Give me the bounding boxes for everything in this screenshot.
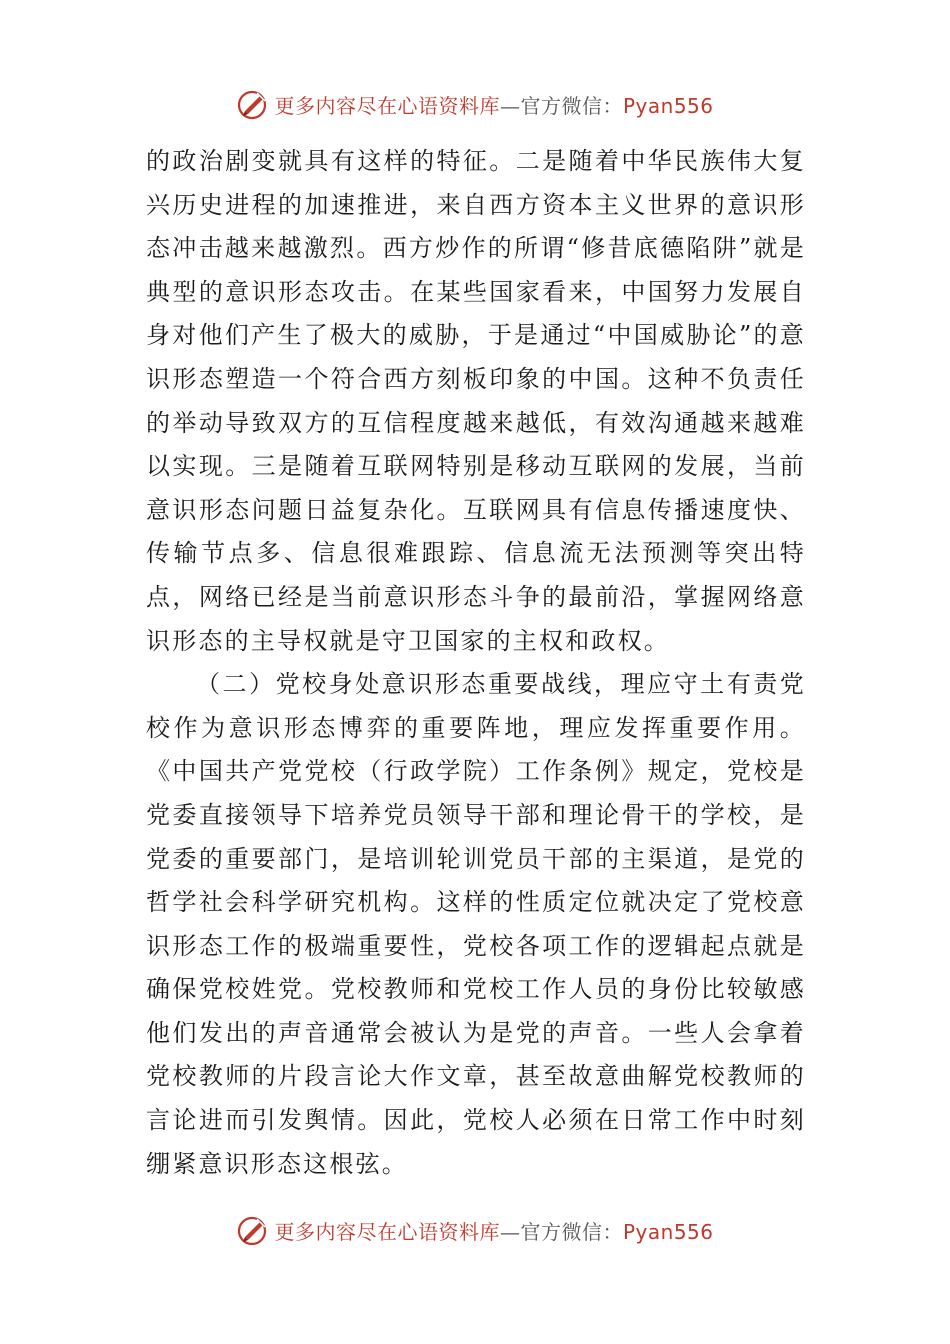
document-body — [146, 140, 806, 1186]
paragraph-2: （二）党校身处意识形态重要战线，理应守土有责党校作为意识形态博弈的重要阵地，理应发挥重要作用。《中国共产党党校（行政学院）工作条例》规定，党校是党委直接领导下培养党员领导干部和理论骨干的学校，是党委的重要部门，是培训轮训党员干部的主渠道，是党的哲学社会科学研究机构。这样的性质定位就决定了党校意识形态工作的极端重要性，党校各项工作的逻辑起点就是确保党校姓党。党校教师和党校工作人员的身份比较敏感他们发出的声音通常会被认为是党的声音。一些人会拿着党校教师的片段言论大作文章，甚至故意曲解党校教师的言论进而引发舆情。因此，党校人必须在日常工作中时刻绷紧意识形态这根弦。 — [146, 670, 806, 1178]
watermark-text: 更多内容尽在心语资料库—官方微信：Pyan556 — [274, 93, 714, 118]
pen-logo-icon — [236, 87, 270, 121]
footer-watermark — [0, 1210, 950, 1250]
paragraph-1: 的政治剧变就具有这样的特征。二是随着中华民族伟大复兴历史进程的加速推进，来自西方资本主义世界的意识形态冲击越来越激烈。西方炒作的所谓“修昔底德陷阱”就是典型的意识形态攻击。在某些国家看来，中国努力发展自身对他们产生了极大的威胁，于是通过“中国威胁论”的意识形态塑造一个符合西方刻板印象的中国。这种不负责任的举动导致双方的互信程度越来越低，有效沟通越来越难以实现。三是随着互联网特别是移动互联网的发展，当前意识形态问题日益复杂化。互联网具有信息传播速度快、传输节点多、信息很难跟踪、信息流无法预测等突出特点，网络已经是当前意识形态斗争的最前沿，掌握网络意识形态的主导权就是守卫国家的主权和政权。 — [146, 147, 806, 655]
pen-logo-icon — [236, 1213, 270, 1247]
watermark-text: 更多内容尽在心语资料库—官方微信：Pyan556 — [274, 1219, 714, 1244]
header-watermark — [0, 84, 950, 124]
